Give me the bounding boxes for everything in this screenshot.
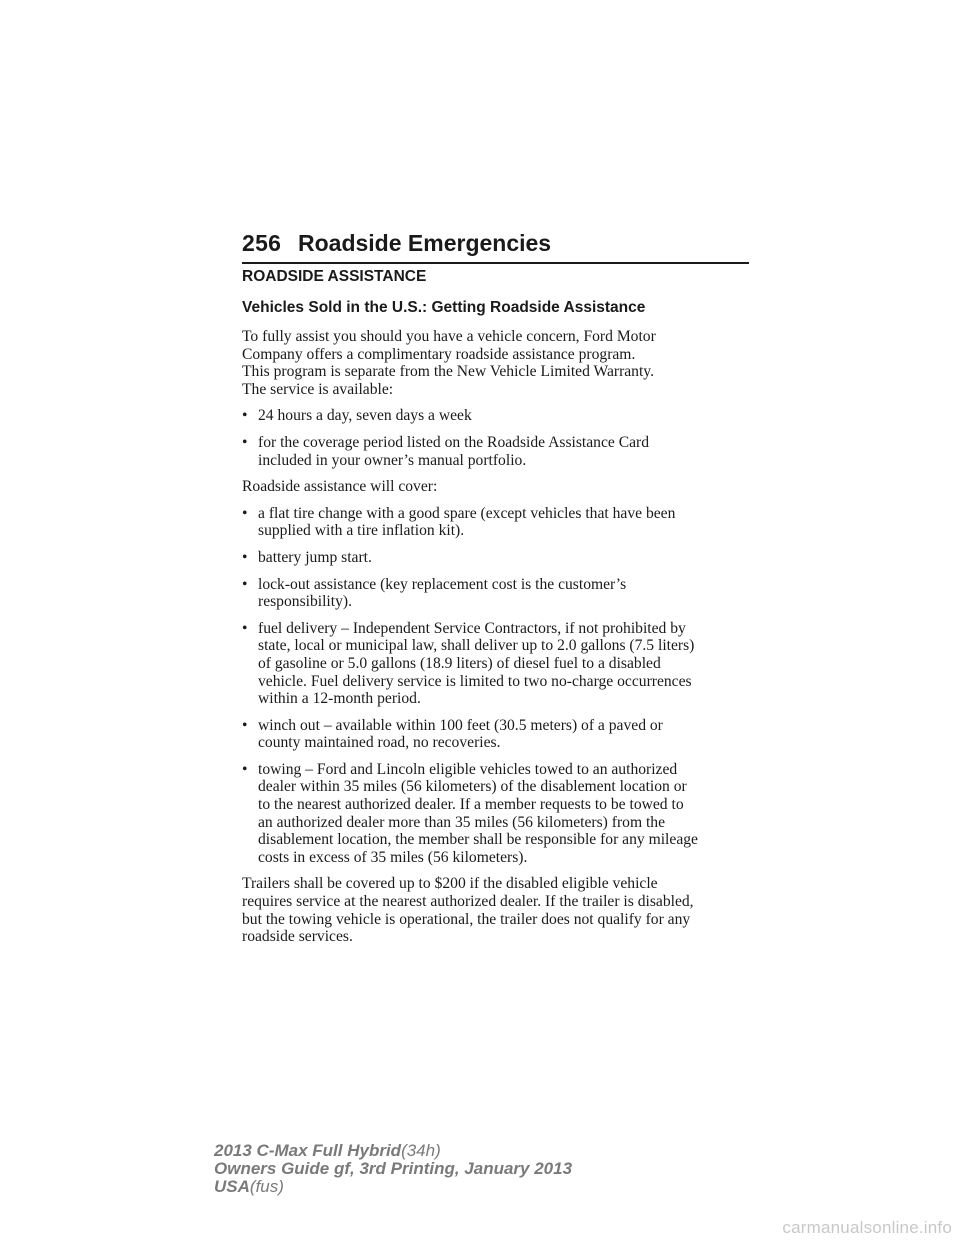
bullet-icon: • [242,619,248,637]
page-number: 256 [242,230,282,256]
item-line: towing – Ford and Lincoln eligible vehicles towed to an authorized [258,760,678,778]
item-line: winch out – available within 100 feet (30.5 meters) of a paved or [258,716,663,734]
intro-line: To fully assist you should you have a vehicle concern, Ford Motor [242,328,656,345]
bullet-icon: • [242,504,248,522]
item-line: an authorized dealer more than 35 miles (56 kilometers) from the [258,813,666,831]
item-line: for the coverage period listed on the Roadside Assistance Card [258,433,650,451]
item-line: to the nearest authorized dealer. If a member requests to be towed to [258,796,684,814]
trailers-line: Trailers shall be covered up to $200 if the disabled eligible vehicle [242,875,658,893]
document-footer [214,1142,572,1196]
footer-region-code: (fus) [249,1177,284,1196]
item-line: of gasoline or 5.0 gallons (18.9 liters) of diesel fuel to a disabled [258,654,661,672]
coverage-list [242,505,752,867]
list-item [242,407,752,425]
item-line: battery jump start. [258,548,372,566]
trailers-line: requires service at the nearest authorized dealer. If the trailer is disabled, [242,893,694,911]
intro-paragraph [242,328,752,398]
intro-line: This program is separate from the New Vehicle Limited Warranty. [242,363,654,381]
trailers-line: but the towing vehicle is operational, the trailer does not qualify for any [242,910,691,928]
bullet-icon: • [242,548,248,566]
bullet-icon: • [242,407,248,425]
item-line: state, local or municipal law, shall deliver up to 2.0 gallons (7.5 liters) [258,637,695,655]
trailers-paragraph [242,875,752,945]
item-line: disablement location, the member shall be responsible for any mileage [258,831,698,849]
item-line: included in your owner’s manual portfolio. [258,451,527,469]
item-line: supplied with a tire inflation kit). [258,522,465,540]
list-item [242,549,752,567]
footer-line-printing: Owners Guide gf, 3rd Printing, January 2013 [214,1159,573,1178]
intro-line: Company offers a complimentary roadside assistance program. [242,345,636,363]
trailers-line: roadside services. [242,928,353,946]
bullet-icon: • [242,716,248,734]
section-title: Roadside Emergencies [298,230,552,256]
item-line: lock-out assistance (key replacement cost is the customer’s [258,575,627,593]
list-item [242,576,752,611]
intro-line: The service is available: [242,380,394,398]
footer-model: 2013 C-Max Full Hybrid [214,1141,402,1160]
page-header [242,228,749,264]
list-item [242,717,752,752]
item-line: fuel delivery – Independent Service Contractors, if not prohibited by [258,619,686,637]
item-line: responsibility). [258,593,352,611]
item-line: vehicle. Fuel delivery service is limited to two no-charge occurrences [258,672,692,690]
sub-heading: Vehicles Sold in the U.S.: Getting Roadside Assistance [242,299,646,316]
item-line: 24 hours a day, seven days a week [258,407,472,425]
footer-line-model [214,1142,572,1160]
footer-region: USA [214,1177,250,1196]
item-line: dealer within 35 miles (56 kilometers) of the disablement location or [258,778,687,796]
list-item [242,620,752,708]
coverage-intro: Roadside assistance will cover: [242,478,438,496]
item-line: costs in excess of 35 miles (56 kilometers). [258,848,528,866]
footer-model-code: (34h) [401,1141,441,1160]
availability-list [242,407,752,469]
bullet-icon: • [242,575,248,593]
item-line: a flat tire change with a good spare (except vehicles that have been [258,504,676,522]
main-heading: ROADSIDE ASSISTANCE [242,268,427,285]
page-content [242,268,752,955]
bullet-icon: • [242,760,248,778]
list-item [242,505,752,540]
item-line: within a 12-month period. [258,690,421,708]
list-item [242,761,752,867]
footer-line-region [214,1178,572,1196]
item-line: county maintained road, no recoveries. [258,734,501,752]
site-watermark: carmanualsonline.info [782,1218,952,1237]
list-item [242,434,752,469]
bullet-icon: • [242,433,248,451]
